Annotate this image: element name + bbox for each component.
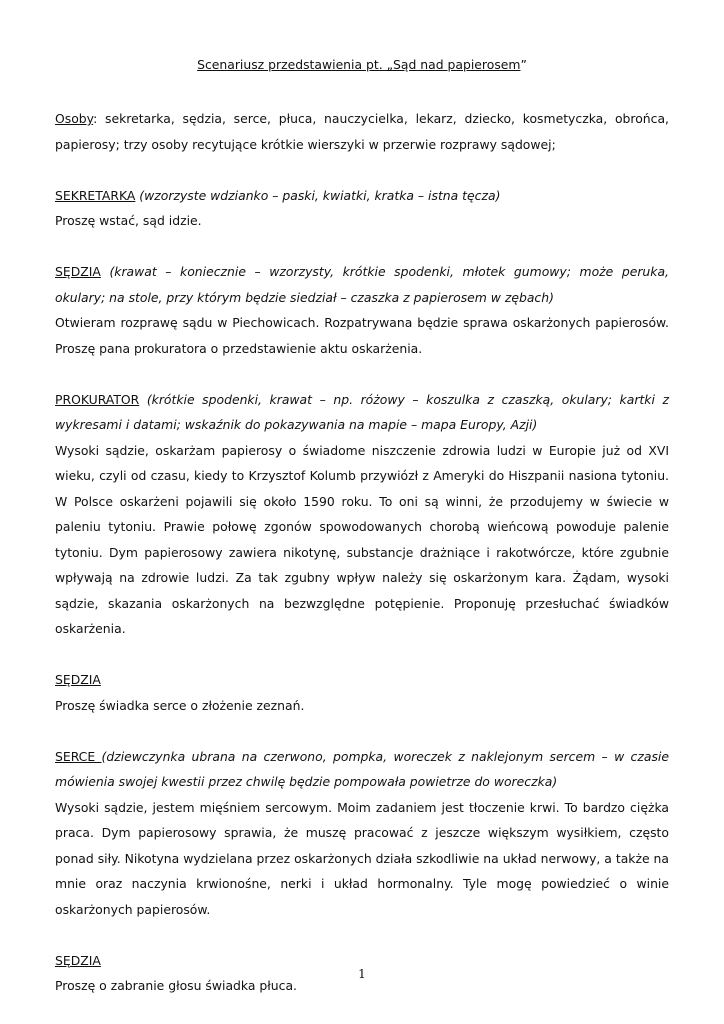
spoken-lines: Wysoki sądzie, jestem mięśniem sercowym. Moim zadaniem jest tłoczenie krwi. To bardzo ciężka praca. Dym papierosowy sprawia, że muszę pracować z jeszcze większym wysiłkiem, często ponad siły. Nikotyna wydzielana przez oskarżonych działa szkodliwie na układ nerwowy, a także na mnie oraz naczynia krwionośne, nerki i układ hormonalny. Tyle mogę powiedzieć o winie oskarżonych papierosów. [55, 799, 669, 917]
cast-label: Osoby [55, 111, 94, 126]
spoken-lines: Wysoki sądzie, oskarżam papierosy o świadome niszczenie zdrowia ludzi w Europie już od XVI wieku, czyli od czasu, kiedy to Krzysztof Kolumb przywiózł z Ameryki do Hiszpanii nasiona tytoniu. W Polsce oskarżeni pojawili się około 1590 roku. To oni są winni, że przodujemy w świecie w paleniu tytoniu. Prawie połowę zgonów spowodowanych chorobą wieńcową powoduje palenie tytoniu. Dym papierosowy zawiera nikotynę, substancje drażniące i rakotwórcze, które zgubnie wpływają na zdrowie ludzi. Za tak zgubny wpływ należy się oskarżonym kara. Żądam, wysoki sądzie, skazania oskarżonych na bezwzględne potępienie. Proponuję przesłuchać świadków oskarżenia. [55, 442, 669, 636]
script-block [55, 744, 669, 923]
speaker-name: SEKRETARKA [55, 187, 136, 203]
speaker-line [55, 387, 669, 438]
speaker-line [55, 259, 669, 310]
stage-direction: (dziewczynka ubrana na czerwono, pompka, woreczek z naklejonym sercem – w czasie mówienia swojej kwestii przez chwilę będzie pompowała powietrze do woreczka) [55, 748, 669, 789]
speaker-name: SĘDZIA [55, 672, 101, 687]
speaker-line [55, 744, 669, 795]
cast-text: : sekretarka, sędzia, serce, płuca, nauczycielka, lekarz, dziecko, kosmetyczka, obrońca, papierosy; trzy osoby recytujące krótkie wierszyki w przerwie rozprawy sądowej; [55, 111, 669, 152]
speaker-name: SĘDZIA [55, 264, 101, 279]
stage-direction: (wzorzyste wdzianko – paski, kwiatki, kratka – istna tęcza) [139, 187, 501, 203]
speaker-name: PROKURATOR [55, 391, 140, 407]
stage-direction: (krawat – koniecznie – wzorzysty, krótkie spodenki, młotek gumowy; może peruka, okulary; na stole, przy którym będzie siedział – czaszka z papierosem w zębach) [55, 264, 669, 305]
spoken-lines: Proszę o zabranie głosu świadka płuca. [55, 978, 297, 993]
cast-list [55, 106, 669, 157]
script-block [55, 387, 669, 642]
document-title [0, 56, 724, 73]
spoken-lines: Proszę świadka serce o złożenie zeznań. [55, 697, 305, 713]
title-closing-quote: ” [520, 57, 527, 72]
speaker-line [55, 667, 669, 693]
speaker-name: SERCE [55, 748, 102, 764]
script-block [55, 259, 669, 361]
spoken-lines: Proszę wstać, sąd idzie. [55, 213, 202, 228]
script-content [55, 106, 669, 999]
script-block [55, 667, 669, 718]
page-number: 1 [358, 967, 366, 981]
title-text: Scenariusz przedstawienia pt. „Sąd nad papierosem [197, 57, 521, 72]
spoken-lines: Otwieram rozprawę sądu w Piechowicach. Rozpatrywana będzie sprawa oskarżonych papierosów. Proszę pana prokuratora o przedstawienie aktu oskarżenia. [55, 315, 669, 356]
speaker-line [55, 183, 669, 209]
script-block [55, 183, 669, 234]
speaker-name: SĘDZIA [55, 952, 101, 968]
stage-direction: (krótkie spodenki, krawat – np. różowy – koszulka z czaszką, okulary; kartki z wykresami i datami; wskaźnik do pokazywania na mapie – mapa Europy, Azji) [55, 391, 669, 432]
